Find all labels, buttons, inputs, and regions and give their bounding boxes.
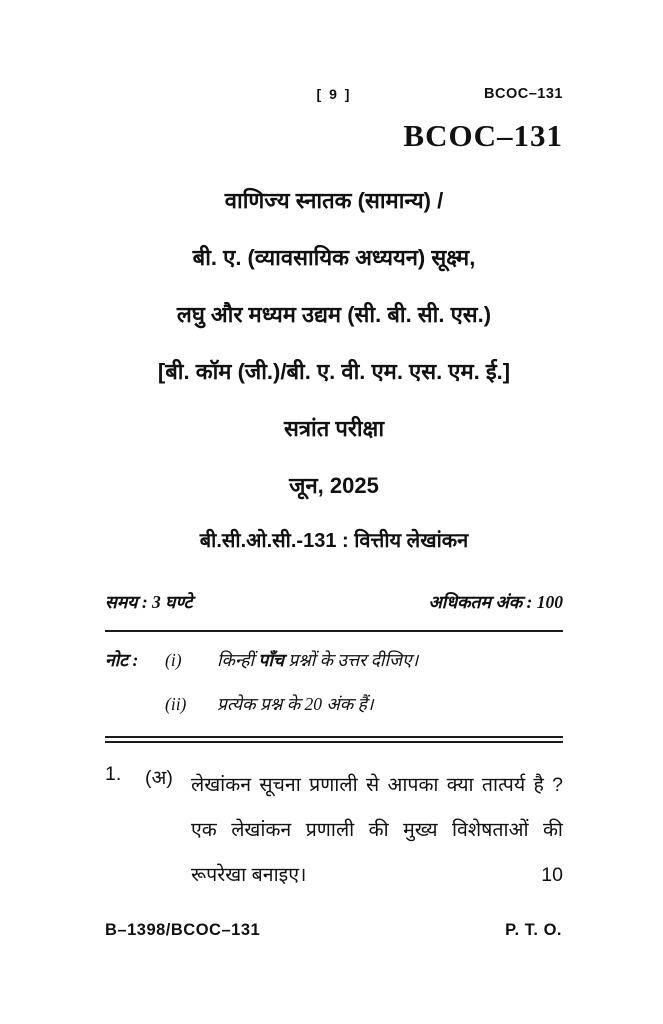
note-item-marker: (ii) bbox=[165, 694, 187, 714]
horizontal-rule bbox=[105, 630, 563, 632]
time-marks-row bbox=[105, 590, 563, 614]
note-text-post: प्रश्नों के उत्तर दीजिए। bbox=[284, 650, 419, 670]
heading-line: लघु और मध्यम उद्यम (सी. बी. सी. एस.) bbox=[176, 302, 492, 327]
note-item bbox=[105, 692, 563, 716]
note-item-text bbox=[217, 648, 563, 672]
footer-pto: P. T. O. bbox=[505, 921, 562, 939]
page-number: [ 9 ] bbox=[316, 86, 352, 102]
question-last-line bbox=[191, 853, 563, 898]
note-item-marker: (i) bbox=[165, 650, 182, 670]
double-horizontal-rule bbox=[105, 736, 563, 743]
exam-heading-block bbox=[105, 172, 563, 556]
paper-title: BCOC–131 bbox=[403, 118, 563, 153]
note-label: नोट : bbox=[105, 650, 139, 670]
note-item-text: प्रत्येक प्रश्न के 20 अंक हैं। bbox=[217, 694, 374, 714]
heading-line-exam-date: जून, 2025 bbox=[289, 473, 379, 498]
question-text bbox=[191, 763, 563, 898]
time-allowed: समय : 3 घण्टे bbox=[105, 592, 193, 612]
question-part-label: (अ) bbox=[145, 767, 173, 789]
note-text-emphasis: पाँच bbox=[258, 650, 284, 670]
note-block bbox=[105, 648, 563, 716]
page-header bbox=[105, 86, 563, 106]
question-marks: 10 bbox=[541, 864, 563, 886]
note-text-pre: किन्हीं bbox=[217, 650, 259, 670]
course-title: बी.सी.ओ.सी.-131 : वित्तीय लेखांकन bbox=[199, 530, 469, 552]
heading-line: वाणिज्य स्नातक (सामान्य) / bbox=[224, 188, 444, 213]
heading-line: [बी. कॉम (जी.)/बी. ए. वी. एम. एस. एम. ई.] bbox=[157, 359, 511, 384]
page-content bbox=[105, 0, 563, 898]
footer-paper-code: B–1398/BCOC–131 bbox=[105, 921, 261, 939]
question-number: 1. bbox=[105, 763, 122, 785]
page-footer bbox=[105, 921, 562, 940]
header-paper-code: BCOC–131 bbox=[484, 86, 563, 102]
heading-line: बी. ए. (व्यावसायिक अध्ययन) सूक्ष्म, bbox=[192, 245, 476, 270]
question-line: लेखांकन सूचना प्रणाली से आपका क्या तात्पर्य है ? bbox=[191, 774, 563, 796]
question-1 bbox=[105, 763, 563, 898]
maximum-marks: अधिकतम अंक : 100 bbox=[428, 592, 563, 612]
question-line: एक लेखांकन प्रणाली की मुख्य विशेषताओं की bbox=[191, 819, 563, 841]
heading-line-exam-type: सत्रांत परीक्षा bbox=[283, 416, 385, 441]
note-item bbox=[105, 648, 563, 672]
question-line: रूपरेखा बनाइए। bbox=[191, 864, 307, 886]
